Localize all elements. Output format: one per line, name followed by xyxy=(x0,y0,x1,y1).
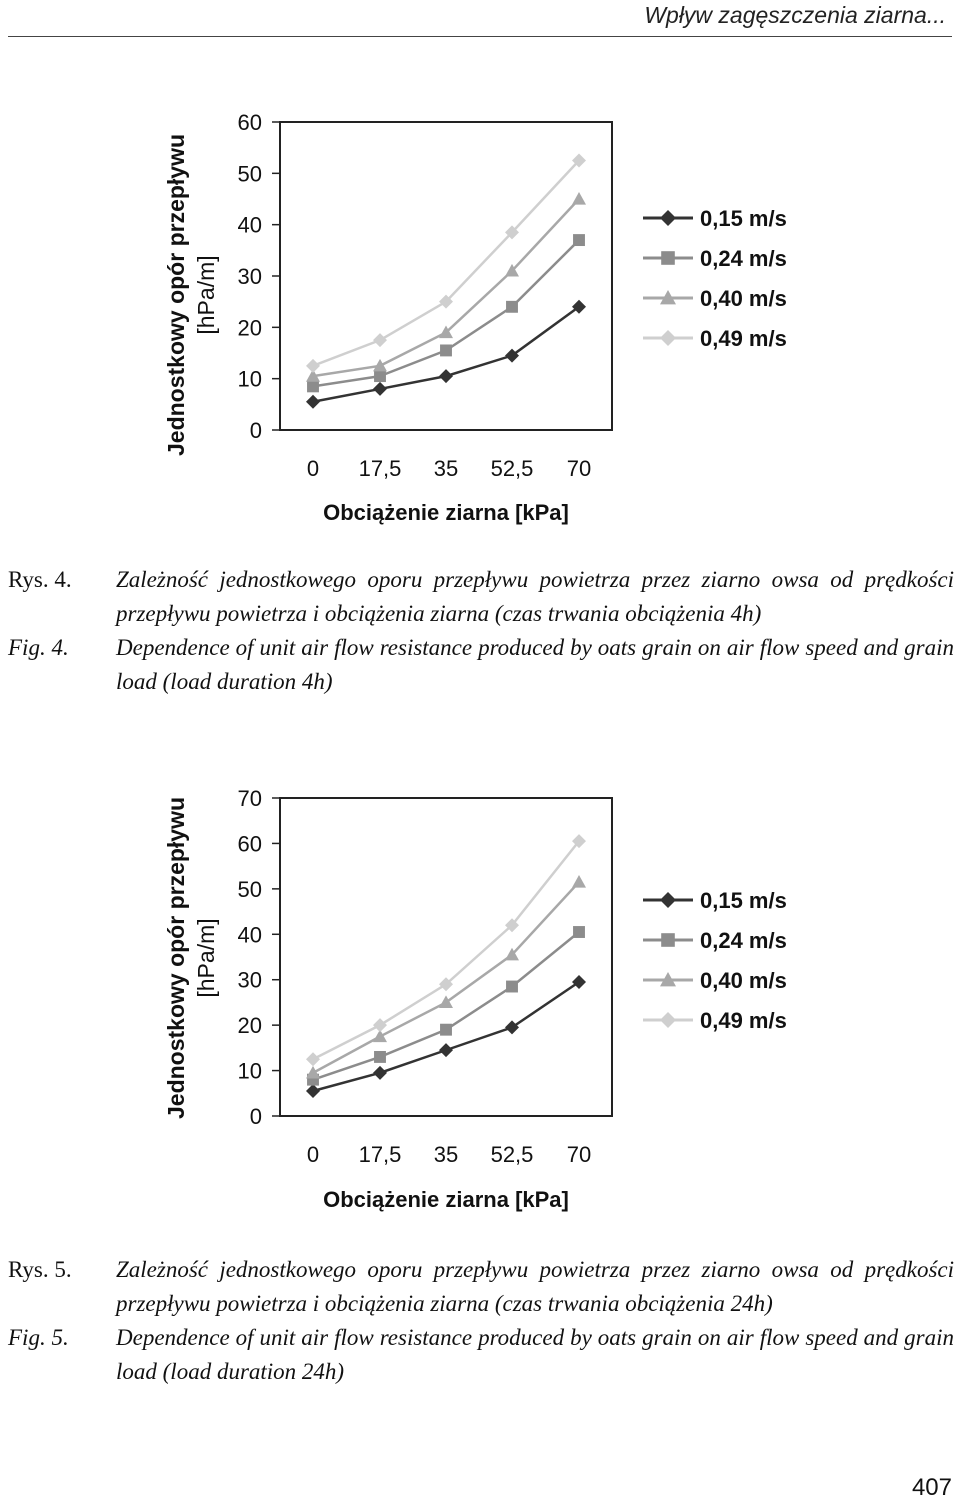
y-tick-label: 30 xyxy=(237,264,262,289)
y-tick-label: 20 xyxy=(237,315,262,341)
legend-item xyxy=(643,326,787,351)
y-tick-label: 10 xyxy=(237,366,262,392)
legend-item xyxy=(643,968,787,993)
page-number: 407 xyxy=(911,1474,952,1501)
plot-area-frame xyxy=(280,798,612,1116)
data-point-marker xyxy=(374,370,386,382)
data-point-marker xyxy=(506,981,518,993)
legend-marker-icon xyxy=(660,210,676,226)
x-tick-label: 35 xyxy=(433,456,459,481)
running-header-title: Wpływ zagęszczenia ziarna... xyxy=(644,2,946,28)
figure-4-caption xyxy=(8,563,954,699)
header-divider xyxy=(8,36,952,37)
x-tick-label: 52,5 xyxy=(490,1142,534,1167)
caption-text-pl: Zależność jednostkowego oporu przepływu powietrza przez ziarno owsa od prędkości przepływu powietrza i obciążenia ziarna (czas trwania obciążenia 4h) xyxy=(116,567,954,626)
legend-label: 0,15 m/s xyxy=(700,888,787,913)
legend-marker-icon xyxy=(660,330,676,346)
data-point-marker xyxy=(306,395,320,409)
data-point-marker xyxy=(573,234,585,246)
data-point-marker xyxy=(306,1066,320,1079)
data-point-marker xyxy=(373,1018,387,1032)
figure-4-chart xyxy=(0,80,960,540)
data-point-marker xyxy=(373,333,387,347)
caption-label-en: Fig. 5. xyxy=(8,1325,69,1350)
y-tick-label: 40 xyxy=(237,212,262,238)
x-axis-label: Obciążenie ziarna [kPa] xyxy=(323,500,569,525)
y-tick-label: 60 xyxy=(237,831,262,857)
data-point-marker xyxy=(306,359,320,373)
data-point-marker xyxy=(439,369,453,383)
figure-5-caption xyxy=(8,1253,954,1389)
series-0-49-m-s xyxy=(306,154,586,373)
data-point-marker xyxy=(572,192,586,205)
legend-item xyxy=(643,928,787,953)
data-point-marker xyxy=(439,995,453,1008)
caption-label-en: Fig. 4. xyxy=(8,635,69,660)
data-point-marker xyxy=(506,301,518,313)
legend-item xyxy=(643,888,787,913)
caption-label-pl: Rys. 4. xyxy=(8,567,72,592)
series-line xyxy=(313,240,579,386)
y-tick-label: 50 xyxy=(237,161,262,187)
legend-label: 0,40 m/s xyxy=(700,968,787,993)
data-point-marker xyxy=(306,1052,320,1066)
y-tick-label: 60 xyxy=(237,110,262,135)
legend-marker-icon xyxy=(660,1012,676,1028)
x-tick-label: 35 xyxy=(433,1142,459,1167)
data-point-marker xyxy=(374,1051,386,1063)
y-tick-label: 50 xyxy=(237,876,262,902)
data-point-marker xyxy=(440,344,452,356)
series-0-24-m-s xyxy=(307,234,585,392)
legend-item xyxy=(643,246,787,271)
y-tick-label: 0 xyxy=(249,418,262,443)
legend-label: 0,24 m/s xyxy=(700,928,787,953)
y-tick-label: 0 xyxy=(249,1104,262,1129)
x-tick-label: 17,5 xyxy=(358,456,402,481)
y-tick-label: 10 xyxy=(237,1058,262,1084)
data-point-marker xyxy=(439,1043,453,1057)
legend-item xyxy=(643,1008,787,1033)
data-point-marker xyxy=(373,382,387,396)
data-point-marker xyxy=(306,1084,320,1098)
x-tick-label: 70 xyxy=(566,456,592,481)
legend-label: 0,24 m/s xyxy=(700,246,787,271)
caption-text-en: Dependence of unit air flow resistance produced by oats grain on air flow speed and grain load (load duration 24h) xyxy=(116,1325,954,1384)
legend-marker-icon xyxy=(661,933,675,947)
y-axis-unit-label: [hPa/m] xyxy=(193,255,219,335)
legend-item xyxy=(643,286,787,311)
y-axis-unit-label: [hPa/m] xyxy=(193,918,219,998)
data-point-marker xyxy=(373,1066,387,1080)
legend-item xyxy=(643,206,787,231)
legend-label: 0,49 m/s xyxy=(700,326,787,351)
y-axis-label: Jednostkowy opór przepływu xyxy=(163,796,189,1120)
y-tick-label: 30 xyxy=(237,967,262,993)
legend-label: 0,40 m/s xyxy=(700,286,787,311)
data-point-marker xyxy=(572,875,586,888)
y-tick-label: 20 xyxy=(237,1013,262,1039)
data-point-marker xyxy=(573,926,585,938)
data-point-marker xyxy=(505,1020,519,1034)
series-0-15-m-s xyxy=(306,975,586,1098)
y-axis-label: Jednostkowy opór przepływu xyxy=(163,133,189,457)
y-tick-label: 40 xyxy=(237,922,262,948)
x-tick-label: 0 xyxy=(306,1142,320,1167)
caption-text-en: Dependence of unit air flow resistance produced by oats grain on air flow speed and grain load (load duration 4h) xyxy=(116,635,954,694)
figure-5-chart xyxy=(0,770,960,1220)
x-tick-label: 0 xyxy=(306,456,320,481)
legend-marker-icon xyxy=(661,251,675,265)
data-point-marker xyxy=(572,975,586,989)
legend-marker-icon xyxy=(660,892,676,908)
caption-label-pl: Rys. 5. xyxy=(8,1257,72,1282)
x-tick-label: 17,5 xyxy=(358,1142,402,1167)
x-tick-label: 70 xyxy=(566,1142,592,1167)
y-tick-label: 70 xyxy=(237,786,262,811)
x-tick-label: 52,5 xyxy=(490,456,534,481)
x-axis-label: Obciążenie ziarna [kPa] xyxy=(323,1187,569,1212)
data-point-marker xyxy=(307,380,319,392)
caption-text-pl: Zależność jednostkowego oporu przepływu powietrza przez ziarno owsa od prędkości przepływu powietrza i obciążenia ziarna (czas trwania obciążenia 24h) xyxy=(116,1257,954,1316)
data-point-marker xyxy=(440,1024,452,1036)
data-point-marker xyxy=(373,359,387,372)
legend-label: 0,15 m/s xyxy=(700,206,787,231)
legend-label: 0,49 m/s xyxy=(700,1008,787,1033)
